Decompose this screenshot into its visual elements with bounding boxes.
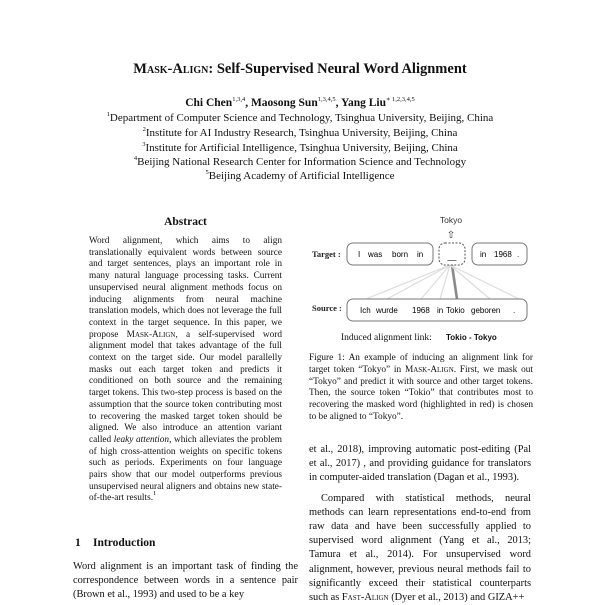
affiliation: $^5$Beijing Academy of Artificial Intelligence bbox=[205, 169, 395, 182]
alignment-lines bbox=[366, 265, 519, 299]
alignment-line bbox=[366, 265, 450, 299]
leaky-attention-term: leaky attention bbox=[113, 434, 170, 445]
source-token-highlighted: Tokio bbox=[446, 306, 465, 315]
source-token: wurde bbox=[376, 306, 398, 315]
author: Chi Chen$^{1,3,4}$, bbox=[185, 96, 251, 109]
paragraph: et al., 2018), improving automatic post-editing (Pal et al., 2017) , and providing guidance for translators in computer-aided translation (Dagan et al., 1993). bbox=[309, 444, 531, 484]
up-arrow-icon: ⇧ bbox=[446, 230, 456, 241]
right-column-text bbox=[309, 443, 531, 605]
source-token: Ich bbox=[360, 306, 371, 315]
alignment-line bbox=[421, 265, 450, 299]
source-token: geboren bbox=[471, 306, 501, 315]
section-heading bbox=[75, 537, 295, 549]
fast-align-term: Fast-Align bbox=[341, 592, 389, 604]
paper-title bbox=[0, 61, 600, 78]
target-token: . bbox=[517, 250, 520, 259]
source-token: 1968 bbox=[412, 306, 430, 315]
paragraph: Compared with statistical methods, neural methods can learn representations end-to-end from raw data and have been successfully applied to supervised word alignment (Yang et al., 2013; Tamura et al., 2014). For unsupervised word alignment, however, previous neural methods fail to significantly exceed their statistical counterparts such as Fast-Align (Dyer et al., 2013) and GIZA++ bbox=[309, 492, 531, 604]
author: Yang Liu$^{∗ 1,2,3,4,5}$ bbox=[340, 96, 415, 109]
affiliation: $^3$Institute for Artificial Intelligence, Tsinghua University, Beijing, China bbox=[142, 141, 458, 154]
author: Maosong Sun$^{1,3,4,5}$, bbox=[250, 96, 341, 109]
abstract-body: Word alignment, which aims to align translationally equivalent words between source and target sentences, plays an important role in many natural language processing tasks. Current unsupervised neural alignment methods focus on inducing alignments from neural machine translation models, which does not leverage the full context in the target sequence. In this paper, we propose Mask-Align, a self-supervised word alignment model that takes advantage of the full context on the target side. Our model parallelly masks out each target token and predicts it conditioned on both source and the remaining target tokens. This two-step process is based on the assumption that the source token contributing most to recovering the masked target token should be aligned. We also introduce an attention variant called leaky attention, which alleviates the problem of high cross-attention weights on specific tokens such as periods. Experiments on four language pairs show that our model outperforms previous unsupervised neural aligners and obtains new state-of-the-art results.$^1$ bbox=[89, 236, 283, 504]
target-token: 1968 bbox=[494, 250, 512, 259]
method-name: Mask-Align bbox=[404, 364, 454, 375]
source-token: in bbox=[437, 306, 444, 315]
affiliation: $^2$Institute for AI Industry Research, Tsinghua University, Beijing, China bbox=[142, 126, 458, 139]
section-number: 1 bbox=[75, 537, 81, 549]
target-token: I bbox=[358, 250, 361, 259]
affiliation: $^1$Department of Computer Science and Technology, Tsinghua University, Beijing, China bbox=[106, 111, 494, 124]
target-token: born bbox=[392, 250, 409, 259]
alignment-figure bbox=[309, 210, 531, 350]
author-list bbox=[0, 97, 600, 109]
method-name: Mask-Align bbox=[133, 61, 209, 77]
induced-label: Induced alignment link: bbox=[341, 333, 432, 343]
source-label: Source : bbox=[312, 303, 342, 313]
source-token: . bbox=[513, 306, 516, 315]
alignment-line bbox=[387, 265, 450, 299]
abstract-heading: Abstract bbox=[164, 216, 207, 228]
mask-token: __ bbox=[447, 252, 457, 261]
figure-caption: Figure 1: An example of inducing an alignment link for target token “Tokyo” in Mask-Align. First, we mask out “Tokyo” and predict it with source and other target tokens. Then, the source token “Tokio” that contributes most to recovering the masked word (highlighted in red) is chosen to be aligned to “Tokyo”. bbox=[309, 353, 533, 422]
target-token: in bbox=[417, 250, 424, 259]
section-title: Introduction bbox=[93, 537, 156, 549]
affiliation: $^4$Beijing National Research Center for Information Science and Technology bbox=[133, 155, 467, 168]
footnote-mark: 1 bbox=[153, 490, 157, 498]
predicted-word: Tokyo bbox=[439, 215, 463, 225]
title-rest: : Self-Supervised Neural Word Alignment bbox=[208, 61, 467, 77]
induced-link: Tokio - Tokyo bbox=[446, 333, 497, 342]
target-token: in bbox=[480, 250, 487, 259]
target-label: Target : bbox=[312, 249, 341, 259]
target-token: was bbox=[368, 250, 383, 259]
intro-paragraph: Word alignment is an important task of finding the correspondence between words in a sentence pair (Brown et al., 1993) and used to be a key bbox=[73, 561, 298, 601]
method-name: Mask-Align bbox=[126, 329, 176, 340]
